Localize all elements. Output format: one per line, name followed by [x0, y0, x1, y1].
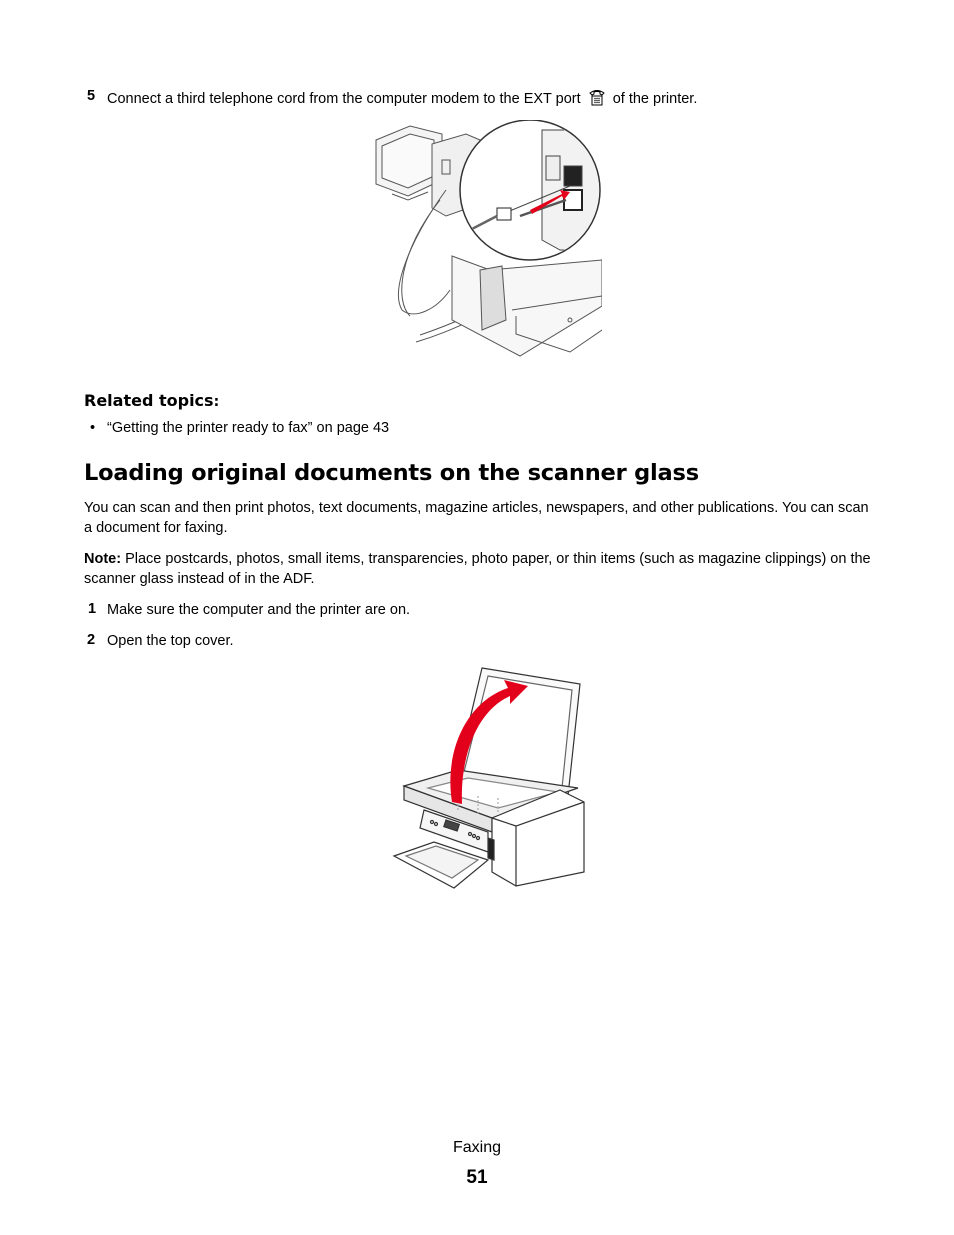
related-topics-colon: :	[213, 394, 220, 410]
section-title: Loading original documents on the scanner glass	[84, 460, 699, 486]
related-topic-link[interactable]: “Getting the printer ready to fax” on page 43	[107, 420, 390, 436]
step-5-number: 5	[87, 88, 96, 104]
open-top-cover-illustration	[388, 662, 588, 894]
note-text: Place postcards, photos, small items, transparencies, photo paper, or thin items (such as magazine clippings) on the scanner glass instead of in the ADF.	[84, 551, 871, 587]
step-5-text-before: Connect a third telephone cord from the computer modem to the EXT port	[107, 91, 581, 107]
bullet-icon: •	[90, 420, 96, 436]
related-topics-list	[90, 418, 389, 438]
step-2-text: Open the top cover.	[107, 633, 234, 649]
step-5-text-after: of the printer.	[612, 91, 698, 107]
note-label: Note:	[84, 551, 122, 567]
footer-chapter: Faxing	[452, 1139, 502, 1156]
page-number: 51	[466, 1167, 488, 1188]
related-topics-heading-text: Related topics	[84, 391, 214, 410]
step-5-text	[107, 87, 697, 109]
step-1-text: Make sure the computer and the printer are on.	[107, 602, 411, 618]
note-paragraph	[84, 549, 884, 589]
modem-to-ext-port-illustration	[370, 120, 602, 370]
step-2-number: 2	[87, 632, 96, 648]
section-intro: You can scan and then print photos, text documents, magazine articles, newspapers, and other publications. You can scan a document for faxing.	[84, 500, 869, 536]
related-topics-heading	[84, 391, 219, 410]
step-1-number: 1	[88, 601, 97, 617]
telephone-icon	[587, 87, 607, 107]
